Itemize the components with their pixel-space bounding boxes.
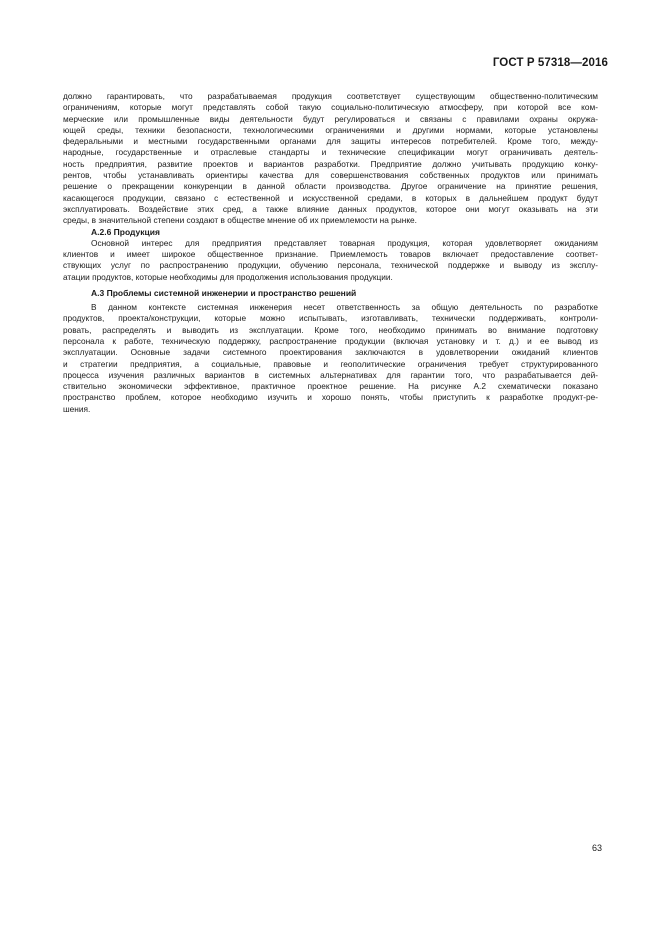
text-line: процесса изучения различных вариантов в системных альтернативах для гарантии того, что разрабатывается дей- <box>63 369 598 380</box>
document-code-header: ГОСТ Р 57318—2016 <box>492 57 608 69</box>
text-line: ровать, распределять и выводить из эксплуатации. Кроме того, необходимо принимать во внимание подготовку <box>63 324 598 335</box>
text-line: клиентов и имеет широкое общественное признание. Приемлемость товаров включает предоставление соответ- <box>63 249 598 260</box>
text-line: шения. <box>63 403 91 414</box>
text-line: эксплуатации. Основные задачи системного проектирования заключаются в удовлетворении ожиданий клиентов <box>63 347 598 358</box>
document-body <box>63 91 598 415</box>
section-heading-a3: А.3 Проблемы системной инженерии и пространство решений <box>91 288 357 299</box>
page-number: 63 <box>591 843 602 853</box>
text-line: ограничениям, которые могут представлять собой такую социально-политическую атмосферу, при которой все ком- <box>63 102 598 113</box>
text-line: народные, государственные и отраслевые стандарты и технические спецификации могут ограничивать деятель- <box>63 147 598 158</box>
text-line: касающегося продукции, связано с естественной и искусственной средами, в которых в дальнейшем продукт будут <box>63 192 598 203</box>
text-line: персонала к работе, техническую поддержку, распространение продукции (включая установку и т. д.) и ее вывод из <box>63 335 598 346</box>
text-line: ствующих услуг по распространению продукции, обучению персонала, технической поддержке и выводу из эксплу- <box>63 260 598 271</box>
text-line: решение о прекращении конкуренции в данной области производства. Другое ограничение на принятие решения, <box>63 181 598 192</box>
text-line: ющей среды, техники безопасности, технологическими ограничениями и другими нормами, которые установлены <box>63 124 598 135</box>
section-heading-a26: А.2.6 Продукция <box>91 226 160 237</box>
paragraph-a3 <box>63 302 598 415</box>
text-line: продуктов, проекта/конструкции, которые можно испытывать, изготавливать, технически поддерживать, контроли- <box>63 313 598 324</box>
paragraph-continued <box>63 91 598 227</box>
paragraph-a26 <box>63 238 598 283</box>
text-line: рентов, чтобы устанавливать ориентиры качества для совершенствования собственных продуктов или принимать <box>63 170 598 181</box>
text-line: и стратегии предприятия, а социальные, правовые и геополитические ограничения требует структурированного <box>63 358 598 369</box>
text-line: среды, в значительной степени создают в обществе мнение об их приемлемости на рынке. <box>63 215 417 226</box>
text-line: ность предприятия, развитие проектов и вариантов разработки. Предприятие должно учитывать продукцию конку- <box>63 158 598 169</box>
text-line: атации продуктов, которые необходимы для продолжения использования продукции. <box>63 271 393 282</box>
text-line: мерческие или промышленные виды деятельности будут регулироваться и связаны с правилами охраны окружа- <box>63 113 598 124</box>
text-line: федеральными и местными государственными органами для защиты интересов потребителей. Кроме того, между- <box>63 136 598 147</box>
text-line: должно гарантировать, что разрабатываемая продукция соответствует существующим общественно-политическим <box>63 91 598 101</box>
text-line: В данном контексте системная инженерия несет ответственность за общую деятельность по разработке <box>91 302 598 313</box>
text-line: Основной интерес для предприятия представляет товарная продукция, которая удовлетворяет ожиданиям <box>91 237 598 248</box>
text-line: ствительно экономически эффективное, практичное проектное решение. На рисунке А.2 схематически показано <box>63 381 598 392</box>
text-line: пространство проблем, которое необходимо изучить и хорошо понять, чтобы приступить к разработке продукт-ре- <box>63 392 598 403</box>
text-line: эксплуатировать. Воздействие этих сред, а также влияние данных продуктов, которое они могут оказывать на эти <box>63 203 598 214</box>
